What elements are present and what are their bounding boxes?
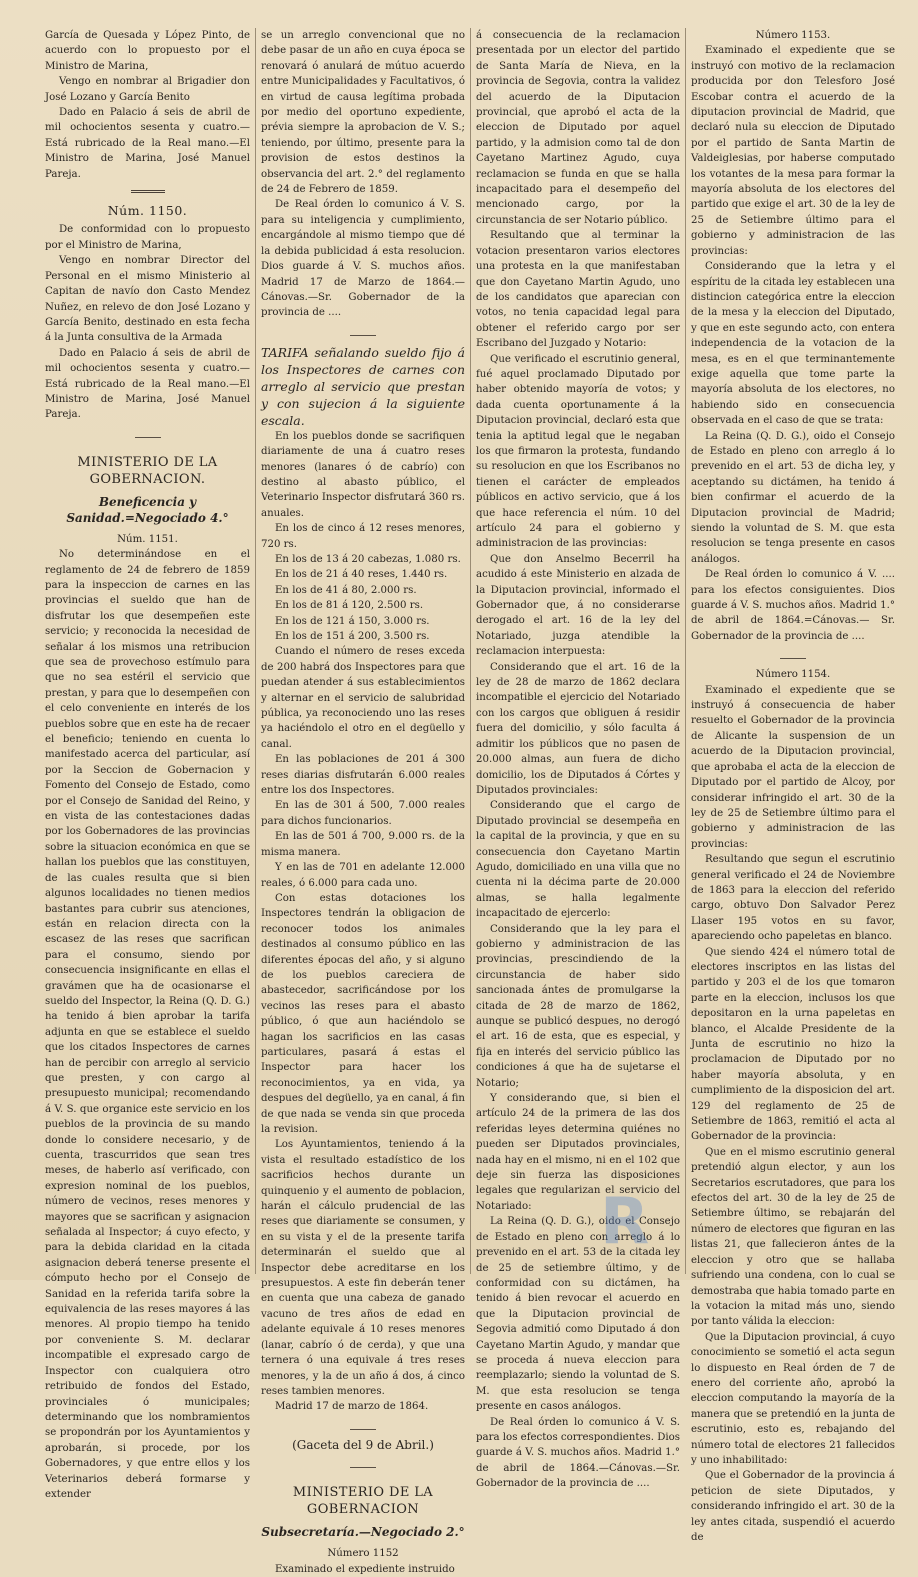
decree-number: Núm. 1150. bbox=[107, 203, 188, 219]
column-3 bbox=[470, 28, 685, 1490]
paragraph: De conformidad con lo propuesto por el Ministro de Marina, bbox=[45, 224, 250, 251]
paragraph: En los pueblos donde se sacrifiquen diariamente de una á cuatro reses menores (lanares ó de cabrío) con destino al abasto público, el Veterinario Inspector disfrutará 360 rs. anuales. bbox=[261, 430, 465, 519]
paragraph: Vengo en nombrar Director del Personal en el mismo Ministerio al Capitan de navío don Casto Mendez Nuñez, en relevo de don José Lozano y García Benito, destinado en esta fecha á la Junta consultiva de la Armada bbox=[45, 255, 250, 344]
rate-line: En los de 81 á 120, 2.500 rs. bbox=[275, 600, 424, 612]
decree-number: Número 1152 bbox=[327, 1548, 399, 1560]
ministry-heading: MINISTERIO DE LA GOBERNACION. bbox=[77, 454, 218, 487]
tariff-heading: TARIFA señalando sueldo fijo á los Inspectores de carnes con arreglo al servicio que prestan y con sujecion á la siguiente escala. bbox=[261, 344, 465, 428]
paragraph: Considerando que el art. 16 de la ley de 28 de marzo de 1862 declara incompatible el ejercicio del Notariado con los cargos que obliguen á residir fuera del domicilio, y sólo faculta á admitir los públicos que no pasen de 20.000 almas, aun fuera de dicho domicilio, los de Diputados á Córtes y Diputados provinciales: bbox=[476, 661, 680, 796]
text-columns bbox=[40, 28, 906, 1575]
paragraph: Resultando que segun el escrutinio general verificado el 24 de Noviembre de 1863 para la eleccion del referido cargo, obtuvo Don Salvador Perez Llaser 195 votos en su favor, apareciendo ocho papeletas en blanco. bbox=[691, 854, 895, 943]
paragraph: Los Ayuntamientos, teniendo á la vista el resultado estadístico de los sacrificios hechos durante un quinquenio y el aumento de poblacion, harán el cálculo prudencial de las reses que diariamente se consumen, y en su vista y el de la presente tarifa determinarán el sueldo que al Inspector debe acreditarse en los presupuestos. A este fin deberán tener en cuenta que una cabeza de ganado vacuno de tres años de edad en adelante equivale á 10 reses menores (lanar, cabrío ó de cerda), y que una ternera ó una equivale á tres reses menores, y la de un año á dos, á cinco reses tambien menores. bbox=[261, 1139, 465, 1397]
rate-line: En los de 13 á 20 cabezas, 1.080 rs. bbox=[275, 553, 461, 565]
rate-line: En los de 121 á 150, 3.000 rs. bbox=[275, 615, 430, 627]
library-stamp-watermark: R bbox=[600, 1185, 650, 1259]
paragraph: La Reina (Q. D. G.), oido el Consejo de Estado en pleno con arreglo á lo prevenido en el art. 53 de dicha ley, y aceptando su dictámen, ha tenido á bien confirmar el acuerdo de la Diputacion provincial de Madrid; siendo la voluntad de S. M. que esta resolucion se tenga presente en casos análogos. bbox=[691, 430, 895, 565]
decree-number: Número 1154. bbox=[755, 669, 831, 681]
paragraph: Que el Gobernador de la provincia á peticion de siete Diputados, y considerando infringido el art. 30 de la ley antes citada, suspendió el acuerdo de bbox=[691, 1470, 895, 1543]
paragraph: En las de 301 á 500, 7.000 reales para dichos funcionarios. bbox=[261, 800, 465, 827]
paragraph: No determinándose en el reglamento de 24 de febrero de 1859 para la inspeccion de carnes en las provincias el sueldo que han de disfrutar los que desempeñen este servicio; y reconocida la necesidad de señalar á los mismos una retribucion que sea de provechoso estímulo para que no sea estéril el servicio que prestan, y para que lo desempeñen con el celo conveniente en interés de los pueblos sobre que en este ha de recaer el beneficio; teniendo en cuenta lo manifestado acerca del particular, así por la Seccion de Gobernacion y Fomento del Consejo de Estado, como por el Consejo de Sanidad del Reino, y en vista de las contestaciones dadas por los Gobernadores de las provincias sobre la situacion económica en que se hallan los pueblos que las constituyen, de las cuales resulta que si bien algunos localidades no tienen medios bastantes para cubrir sus atenciones, están en relacion directa con la escasez de las reses que sacrifican para el consumo, siendo por consecuencia insignificante en ellas el gravámen que ha de ocasionarse el sueldo del Inspector, la Reina (Q. D. G.) ha tenido á bien aprobar la tarifa adjunta en que se establece el sueldo que los citados Inspectores de carnes han de percibir con arreglo al servicio que presten, y con cargo al presupuesto municipal; recomendando á V. S. que organice este servicio en los pueblos de la provincia de su mando donde lo considere necesario, y de cuenta, trascurridos que sean tres meses, de haberlo así verificado, con expresion nominal de los pueblos, número de vecinos, reses menores y mayores que se sacrifican y asignacion señalada al Inspector; á cuyo efecto, y para la debida claridad en la citada asignacion deberá tenerse presente el cómputo hecho por el Consejo de Sanidad en la referida tarifa sobre la equivalencia de las reses mayores á las menores. Al propio tiempo ha tenido por conveniente S. M. declarar incompatible el expresado cargo de Inspector con cualquiera otro retribuido de fondos del Estado, provinciales ó municipales; determinando que los nombramientos se propondrán por los Ayuntamientos y aprobarán, si procede, por los Gobernadores, y que entre ellos y los Veterinarios deberá formarse y extender bbox=[45, 549, 250, 1500]
rate-line: En los de 21 á 40 reses, 1.440 rs. bbox=[275, 569, 448, 581]
paragraph: Resultando que al terminar la votacion presentaron varios electores una protesta en la que manifestaban que don Cayetano Martin Agudo, uno de los candidatos que aparecian con votos, no tenia capacidad legal para obtener el referido cargo por ser Escribano del Juzgado y Notario: bbox=[476, 230, 680, 350]
paragraph: Que siendo 424 el número total de electores inscriptos en las listas del partido y 203 el de los que tomaron parte en la eleccion, inclusos los que depositaron en la urna papeletas en blanco, el Alcalde Presidente de la Junta de escrutinio no hizo la proclamacion de Diputado por no haber mayoría absoluta, y en cumplimiento de la disposicion del art. 129 del reglamento de 25 de Setiembre de 1863, remitió el acta al Gobernador de la provincia: bbox=[691, 946, 895, 1143]
paragraph: García de Quesada y López Pinto, de acuerdo con lo propuesto por el Ministro de Marina, bbox=[45, 30, 250, 72]
paragraph: En las poblaciones de 201 á 300 reses diarias disfrutarán 6.000 reales entre los dos Inspectores. bbox=[261, 754, 465, 797]
divider bbox=[135, 437, 161, 438]
paragraph: Vengo en nombrar al Brigadier don José Lozano y García Benito bbox=[45, 76, 250, 103]
department-heading: Beneficencia y Sanidad.=Negociado 4.° bbox=[66, 494, 229, 525]
paragraph: En las de 501 á 700, 9.000 rs. de la misma manera. bbox=[261, 831, 465, 858]
paragraph: Dado en Palacio á seis de abril de mil ochocientos sesenta y cuatro.— Está rubricado de la Real mano.—El Ministro de Marina, José Manuel Pareja. bbox=[45, 347, 250, 421]
paragraph: De Real órden lo comunico á V. S. para su inteligencia y cumplimiento, encargándole al mismo tiempo que dé la debida publicidad á esta resolucion. Dios guarde á V. S. muchos años. Madrid 17 de Marzo de 1864.—Cánovas.—Sr. Gobernador de la provincia de .... bbox=[261, 199, 465, 319]
paragraph: Examinado el expediente que se instruyó á consecuencia de haber resuelto el Gobernador de la provincia de Alicante la suspension de un acuerdo de la Diputacion provincial, que aprobaba el acta de la eleccion de Diputado por el partido de Alcoy, por considerar infringido el art. 30 de la ley de 25 de Setiembre último para el gobierno y administracion de las provincias: bbox=[691, 684, 895, 850]
column-2 bbox=[255, 28, 470, 1575]
department-heading: Subsecretaría.—Negociado 2.° bbox=[261, 1525, 465, 1540]
source-note: (Gaceta del 9 de Abril.) bbox=[292, 1437, 434, 1452]
paragraph: Considerando que la letra y el espíritu de la citada ley establecen una distincion categórica entre la eleccion de la mesa y la eleccion del Diputado, y que en este segundo acto, con entera independencia de la votacion de la mesa, es en el que terminantemente exige aquella que tome parte la mayoría absoluta de los electores, no habiendo sido en consecuencia observada en el caso de que se trata: bbox=[691, 261, 895, 427]
paragraph: á consecuencia de la reclamacion presentada por un elector del partido de Santa María de Nieva, en la provincia de Segovia, contra la validez del acuerdo de la Diputacion provincial, que aprobó el acta de la eleccion de Diputado por aquel partido, y la admision como tal de don Cayetano Martinez Agudo, cuya reclamacion se funda en que se halla incapacitado para el desempeño del mencionado cargo, por la circunstancia de ser Notario público. bbox=[476, 30, 680, 226]
paragraph: Examinado el expediente instruido bbox=[275, 1563, 455, 1575]
paragraph: Considerando que el cargo de Diputado provincial se desempeña en la capital de la provincia, y que en su consecuencia don Cayetano Martin Agudo, domiciliado en una villa que no cuenta ni la décima parte de 20.000 almas, se halla legalmente incapacitado de ejercerlo: bbox=[476, 800, 680, 920]
paragraph: Que la Diputacion provincial, á cuyo conocimiento se sometió el acta segun lo dispuesto en Real órden de 7 de enero del corriente año, aprobó la eleccion computando la mayoría de la manera que se pretendió en la junta de escrutinio, esto es, rebajando del número total de electores 21 fallecidos y uno inhabilitado: bbox=[691, 1331, 895, 1466]
paragraph: Dado en Palacio á seis de abril de mil ochocientos sesenta y cuatro.— Está rubricado de la Real mano.—El Ministro de Marina, José Manuel Pareja. bbox=[45, 107, 250, 180]
paragraph: Con estas dotaciones los Inspectores tendrán la obligacion de reconocer todos los animales destinados al consumo público en las diferentes épocas del año, y si alguno de los pueblos careciera de abastecedor, sacrificándose por los vecinos las reses para el abasto público, ó que aun haciéndolo se hagan los sacrificios en las casas particulares, pasará á estas el Inspector para hacer los reconocimientos, ya en vida, ya despues del degüello, ya en canal, á fin de que nada se venda sin que proceda la revision. bbox=[261, 892, 465, 1135]
divider bbox=[350, 1429, 376, 1430]
paragraph: De Real órden lo comunico á V. .... para los efectos consiguientes. Dios guarde á V. S. muchos años. Madrid 1.° de abril de 1864.=Cánovas.— Sr. Gobernador de la provincia de .... bbox=[691, 569, 895, 642]
paragraph: Cuando el número de reses exceda de 200 habrá dos Inspectores para que puedan atender á sus establecimientos y alternar en el servicio de salubridad pública, ya reconociendo uno las reses ya haciéndolo el otro en el degüello y canal. bbox=[261, 646, 465, 750]
divider bbox=[350, 335, 376, 336]
paragraph: Examinado el expediente que se instruyó con motivo de la reclamacion producida por don Telesforo José Escobar contra el acuerdo de la diputacion provincial de Madrid, que declaró nula su eleccion de Diputado por el partido de Santa Martin de Valdeiglesias, por haberse computado los votantes de la mesa para formar la mayoría absoluta de los electores del partido que exige el art. 30 de la ley de 25 de Setiembre último para el gobierno y administracion de las provincias: bbox=[691, 45, 895, 257]
paragraph: Que verificado el escrutinio general, fué aquel proclamado Diputado por haber obtenido mayoría de votos; y dada cuenta oportunamente á la Diputacion provincial, declaró esta que tenia la aptitud legal que le negaban los que firmaron la protesta, fundando su resolucion en que los Escribanos no tienen el carácter de empleados públicos en activo servicio, que á los que hace referencia el núm. 10 del artículo 24 para el gobierno y administracion de las provincias: bbox=[476, 353, 680, 550]
paragraph: Y considerando que, si bien el artículo 24 de la primera de las dos referidas leyes determina quiénes no pueden ser Diputados provinciales, nada hay en el mismo, ni en el 102 que deje sin fuerza las disposiciones legales que regularizan el servicio del Notariado: bbox=[476, 1093, 680, 1212]
column-1 bbox=[40, 28, 255, 1500]
paragraph: La Reina (Q. D. G.), oido el Consejo de Estado en pleno con arreglo á lo prevenido en el art. 53 de la citada ley de 25 de setiembre último, y de conformidad con su dictámen, ha tenido á bien revocar el acuerdo en que la Diputacion provincial de Segovia admitió como Diputado á don Cayetano Martin Agudo, y mandar que se proceda á nueva eleccion para reemplazarlo; siendo la voluntad de S. M. que esta resolucion se tenga presente en casos análogos. bbox=[476, 1216, 680, 1413]
decree-number: Núm. 1151. bbox=[117, 533, 178, 545]
paragraph: Considerando que la ley para el gobierno y administracion de las provincias, prescindiendo de la circunstancia de haber sido sancionada ántes de promulgarse la citada de 28 de marzo de 1862, aunque se publicó despues, no derogó el art. 16 de esta, que es especial, y fija en interés del servicio público las condiciones á que ha de sujetarse el Notario; bbox=[476, 923, 680, 1089]
rate-line: En los de 151 á 200, 3.500 rs. bbox=[275, 631, 430, 642]
decree-number: Número 1153. bbox=[755, 30, 831, 41]
paragraph: Que don Anselmo Becerril ha acudido á este Ministerio en alzada de la Diputacion provincial, informado el Gobernador que, á no considerarse derogado el art. 16 de la ley del Notariado, juzga atendible la reclamacion interpuesta: bbox=[476, 553, 680, 658]
paragraph: se un arreglo convencional que no debe pasar de un año en cuya época se renovará ó anulará de mútuo acuerdo entre Municipalidades y Facultativos, ó en virtud de causa legítima probada por medio del oportuno expediente, prévia siempre la aprobacion de V. S.; teniendo, por último, presente para la provision de estos destinos la observancia del art. 2.° del reglamento de 24 de Febrero de 1859. bbox=[261, 30, 465, 196]
paragraph: Madrid 17 de marzo de 1864. bbox=[275, 1401, 429, 1413]
divider bbox=[350, 1467, 376, 1468]
ministry-heading: MINISTERIO DE LA GOBERNACION bbox=[292, 1485, 434, 1518]
column-4 bbox=[685, 28, 900, 1543]
paragraph: En los de cinco á 12 reses menores, 720 rs. bbox=[261, 523, 465, 550]
paragraph: De Real órden lo comunico á V. S. para los efectos correspondientes. Dios guarde á V. S. muchos años. Madrid 1.° de abril de 1864.—Cánovas.—Sr. Gobernador de la provincia de .... bbox=[476, 1416, 680, 1490]
paragraph: Que en el mismo escrutinio general pretendió algun elector, y aun los Secretarios escrutadores, que para los efectos del art. 30 de la ley de 25 de Setiembre último, se rebajarán del número de electores que figuran en las listas 21, que fallecieron ántes de la eleccion y otro que se hallaba sufriendo una condena, con lo cual se demostraba que habia tomado parte en la votacion la mitad más uno, siendo por tanto válida la eleccion: bbox=[691, 1146, 895, 1328]
paragraph: Y en las de 701 en adelante 12.000 reales, ó 6.000 para cada uno. bbox=[261, 862, 465, 889]
divider bbox=[780, 658, 806, 659]
divider bbox=[131, 190, 165, 193]
rate-line: En los de 41 á 80, 2.000 rs. bbox=[275, 584, 417, 596]
